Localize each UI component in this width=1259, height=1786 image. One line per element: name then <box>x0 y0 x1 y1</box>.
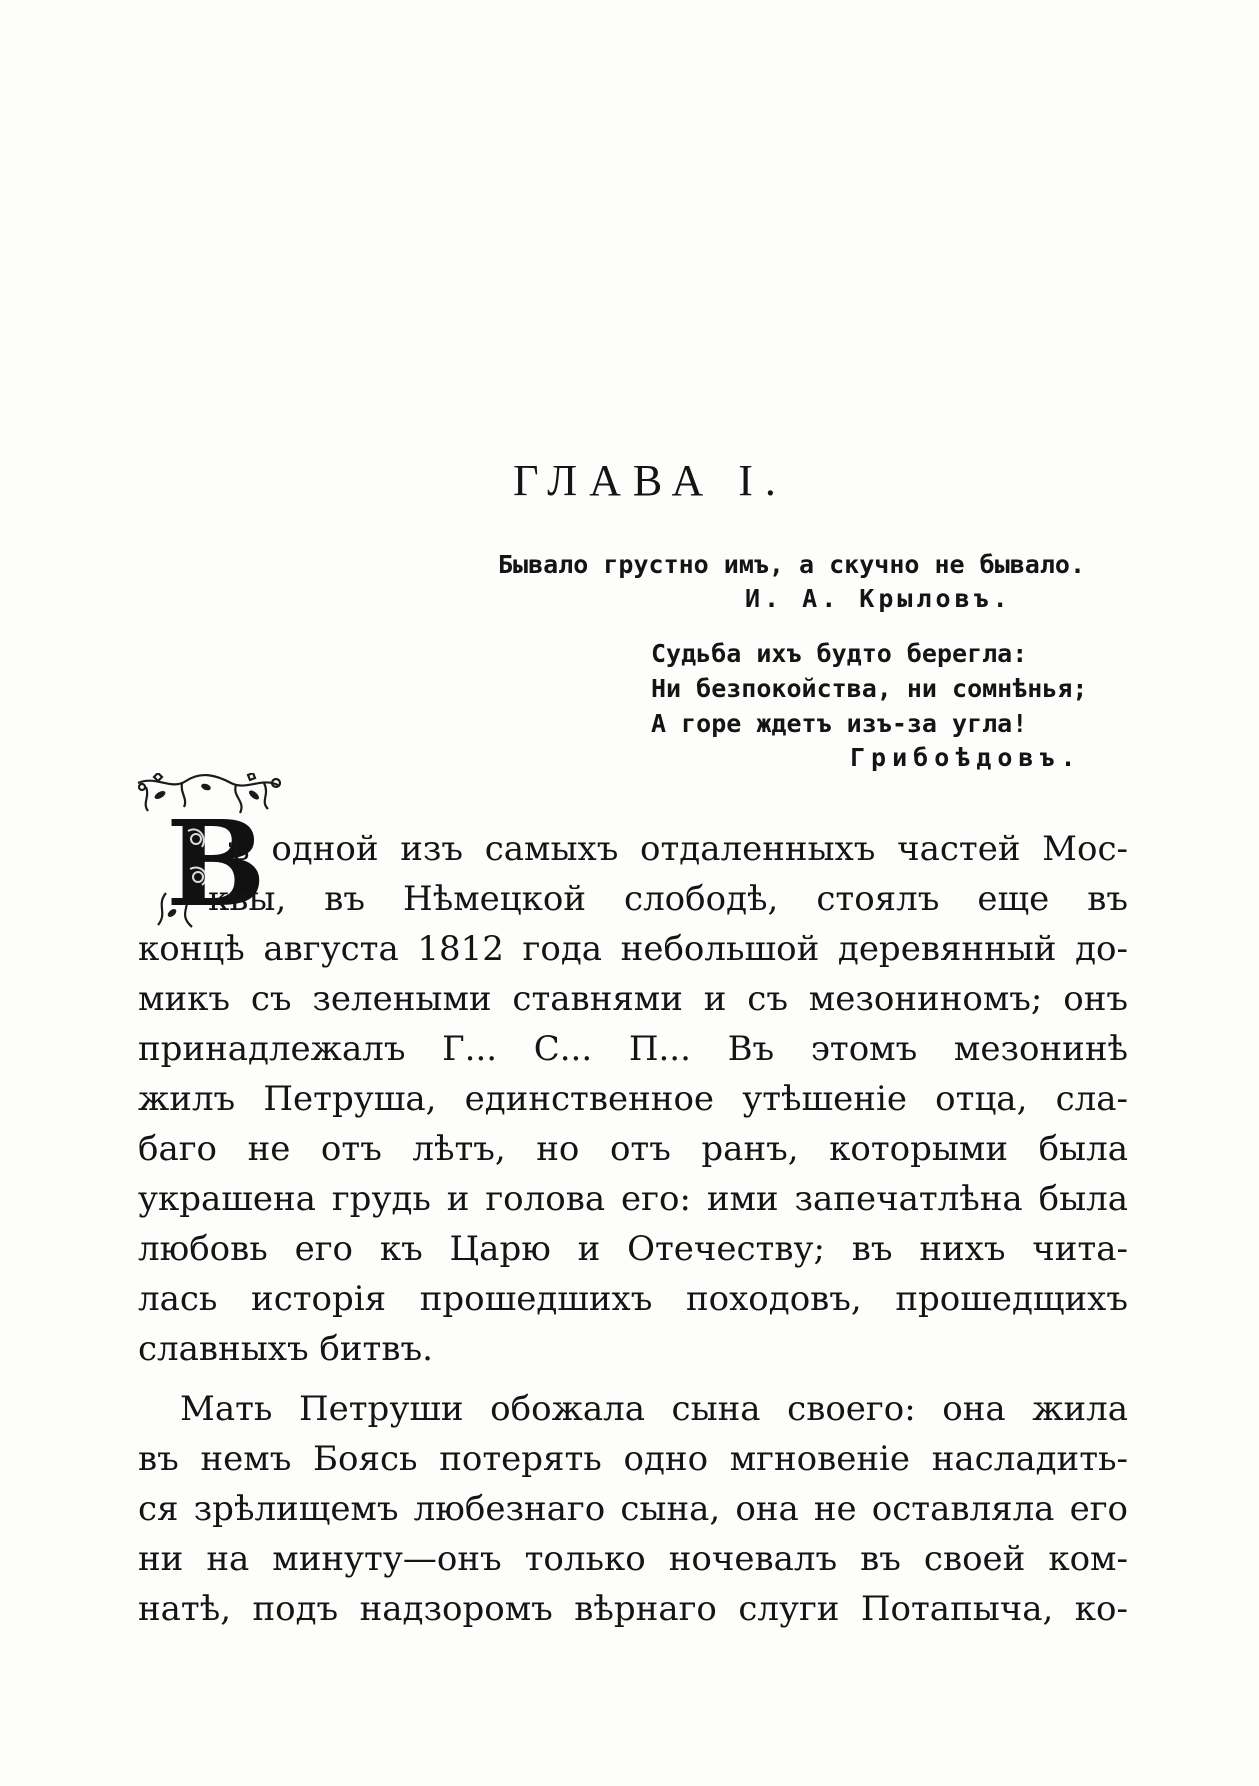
epigraph-griboedov-author: Грибоѣдовъ. <box>850 743 1082 772</box>
text-line: жилъ Петруша, единственное утѣшеніе отца, сла- <box>138 1079 1128 1119</box>
text-line: концѣ августа 1812 года небольшой деревянный до- <box>138 929 1128 969</box>
text-line: микъ съ зелеными ставнями и съ мезониномъ; онъ <box>138 979 1128 1019</box>
text-line: ъ одной изъ самыхъ отдаленныхъ частей Мос- <box>228 829 1128 869</box>
text-line: лась исторія прошедшихъ походовъ, прошедщихъ <box>138 1279 1128 1319</box>
dropcap-letter: В <box>166 794 266 933</box>
text-line: баго не отъ лѣтъ, но отъ ранъ, которыми была <box>138 1129 1128 1169</box>
text-line: ся зрѣлищемъ любезнаго сына, она не оставляла его <box>138 1489 1128 1529</box>
epigraph-griboedov-line: Ни безпокойства, ни сомнѣнья; <box>651 674 1088 703</box>
text-line: въ немъ Боясь потерять одно мгновеніе насладить- <box>138 1439 1128 1479</box>
epigraph-krylov-author: И. А. Крыловъ. <box>745 584 1012 613</box>
text-line: любовь его къ Царю и Отечеству; въ нихъ чита- <box>138 1229 1128 1269</box>
text-line: квы, въ Нѣмецкой слободѣ, стоялъ еще въ <box>208 879 1128 919</box>
chapter-title: ГЛАВА I. <box>513 456 788 505</box>
text-line: ни на минуту—онъ только ночевалъ въ своей ком- <box>138 1539 1128 1579</box>
text-line: Мать Петруши обожала сына своего: она жила <box>180 1389 1128 1429</box>
text-line: принадлежалъ Г... С... П... Въ этомъ мезонинѣ <box>138 1029 1128 1069</box>
text-line: натѣ, подъ надзоромъ вѣрнаго слуги Потапыча, ко- <box>138 1589 1128 1629</box>
text-line: украшена грудь и голова его: ими запечатлѣна была <box>138 1179 1128 1219</box>
epigraph-griboedov-line: Судьба ихъ будто берегла: <box>651 639 1028 668</box>
epigraph-griboedov-line: А горе ждетъ изъ-за угла! <box>651 709 1028 738</box>
epigraph-krylov-line: Бывало грустно имъ, а скучно не бывало. <box>498 550 1085 579</box>
text-line: славныхъ битвъ. <box>138 1329 433 1369</box>
